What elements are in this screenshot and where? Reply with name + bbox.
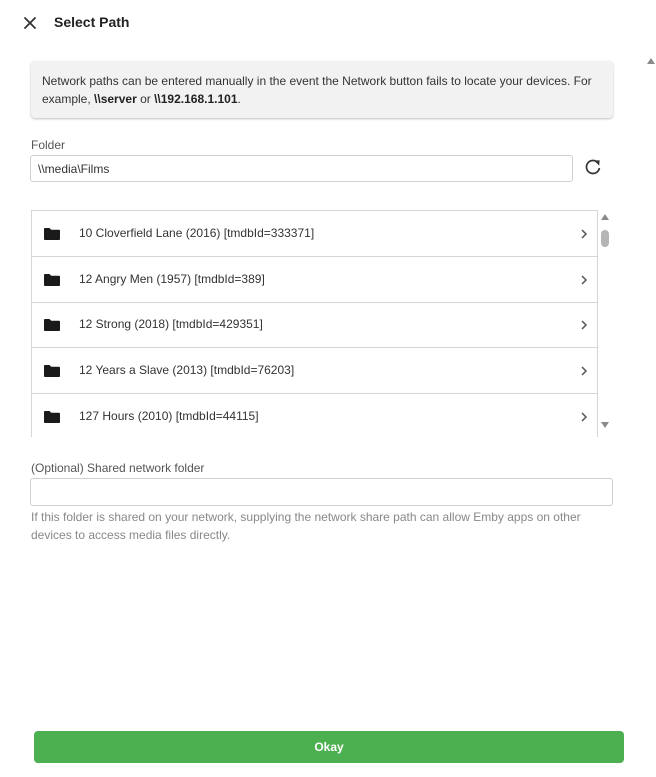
folder-icon — [43, 410, 61, 424]
folder-input[interactable] — [30, 155, 573, 182]
directory-item[interactable] — [32, 302, 597, 348]
directory-item[interactable] — [32, 394, 597, 437]
chevron-right-icon — [578, 273, 590, 287]
info-text-part: . — [237, 92, 241, 106]
directory-label: 127 Hours (2010) [tmdbId=44115] — [79, 409, 259, 423]
info-text — [42, 72, 597, 108]
scroll-up-arrow-icon[interactable] — [600, 213, 610, 221]
refresh-icon[interactable] — [583, 157, 603, 177]
close-icon[interactable] — [20, 13, 40, 33]
close-button[interactable] — [20, 13, 40, 33]
directory-label: 12 Years a Slave (2013) [tmdbId=76203] — [79, 363, 295, 377]
directory-item[interactable] — [32, 348, 597, 394]
dialog-header — [0, 0, 656, 44]
network-path-info — [31, 61, 613, 118]
info-example-ip: \\192.168.1.101 — [154, 92, 238, 106]
folder-icon — [43, 364, 61, 378]
scroll-down-arrow-icon[interactable] — [600, 421, 610, 429]
directory-item[interactable] — [32, 211, 597, 257]
chevron-right-icon — [578, 227, 590, 241]
folder-icon — [43, 273, 61, 287]
directory-list[interactable] — [31, 210, 598, 437]
chevron-right-icon — [578, 410, 590, 424]
dialog-title: Select Path — [54, 14, 130, 30]
directory-label: 12 Angry Men (1957) [tmdbId=389] — [79, 272, 265, 286]
folder-label: Folder — [31, 138, 66, 152]
folder-icon — [43, 318, 61, 332]
shared-folder-help: If this folder is shared on your network, supplying the network share path can allow Emby apps on other devices to access media files directly. — [31, 510, 581, 542]
directory-item[interactable] — [32, 257, 597, 303]
page-scroll-up-arrow-icon[interactable] — [646, 56, 656, 66]
scrollbar-thumb[interactable] — [601, 230, 609, 247]
directory-list-scrollbar[interactable] — [598, 210, 612, 437]
directory-label: 12 Strong (2018) [tmdbId=429351] — [79, 317, 263, 331]
directory-label: 10 Cloverfield Lane (2016) [tmdbId=333371] — [79, 226, 315, 240]
info-text-part: or — [136, 92, 155, 106]
info-example-server: \\server — [94, 92, 137, 106]
shared-folder-input[interactable] — [30, 478, 613, 506]
folder-icon — [43, 227, 61, 241]
chevron-right-icon — [578, 364, 590, 378]
chevron-right-icon — [578, 318, 590, 332]
refresh-button[interactable] — [583, 157, 603, 177]
okay-button[interactable]: Okay — [34, 731, 624, 763]
shared-folder-label: (Optional) Shared network folder — [31, 461, 205, 475]
info-text-part: Network paths can be entered manually in the event the Network button fails to locate your devices. For example, — [42, 74, 592, 106]
